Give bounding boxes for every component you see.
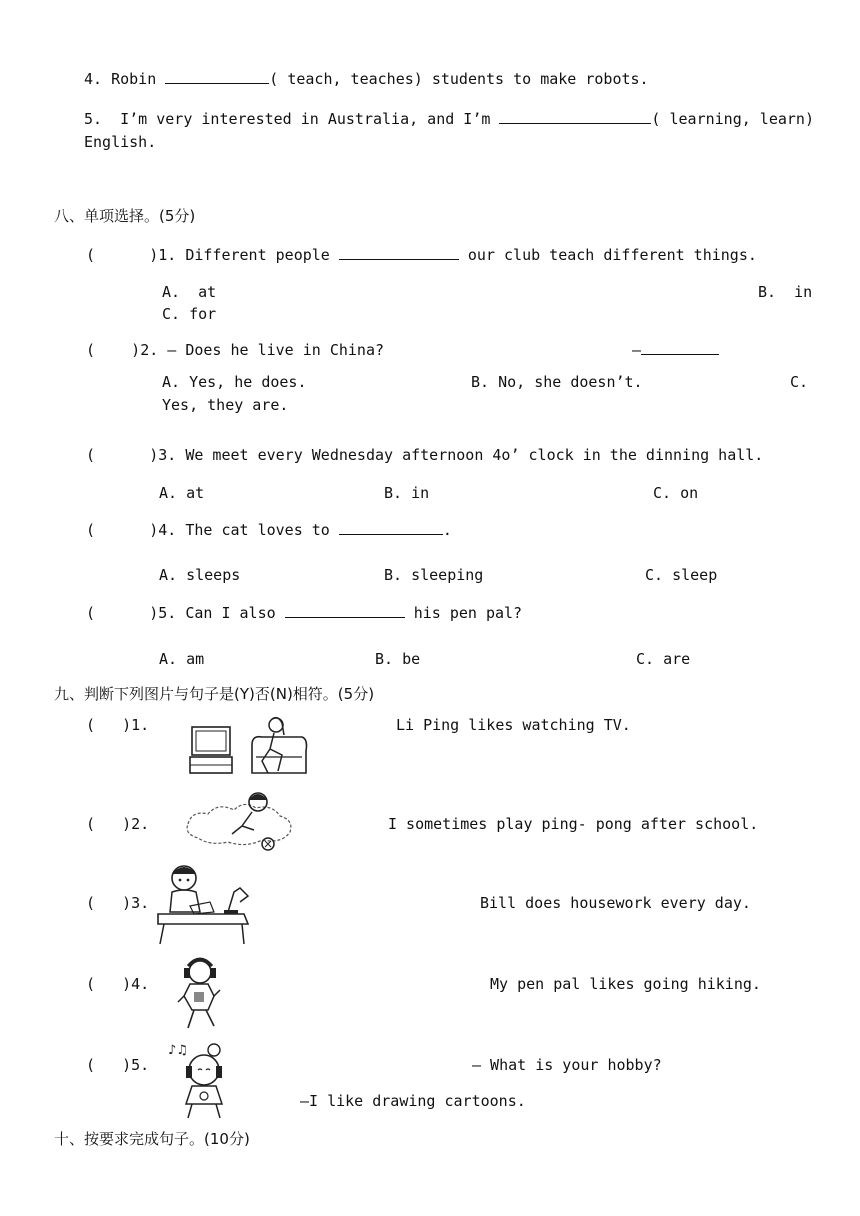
answer-blank[interactable] (285, 603, 405, 618)
option-c[interactable]: C. are (636, 650, 691, 668)
option-a[interactable]: A. Yes, he does. (162, 373, 307, 391)
section-8-title: 八、单项选择。(5分) (54, 207, 196, 225)
option-a[interactable]: A. at (159, 484, 205, 502)
girl-with-headphones-walking-picture (174, 956, 232, 1032)
judge-sentence: Li Ping likes watching TV. (396, 716, 631, 734)
judge-label[interactable]: ( )4. (86, 975, 150, 993)
boy-studying-at-desk-picture (154, 862, 252, 946)
answer-blank[interactable] (641, 340, 719, 355)
judge-label[interactable]: ( )1. (86, 716, 150, 734)
tv-and-girl-on-sofa-picture (186, 715, 310, 777)
option-c[interactable]: C. (790, 373, 809, 391)
q8-4: ( )4. The cat loves to . (86, 521, 452, 539)
option-a[interactable]: A. at (162, 283, 217, 301)
answer-blank[interactable] (499, 109, 651, 124)
judge-sentence: Bill does housework every day. (480, 894, 751, 912)
q8-2-answer: — (632, 339, 719, 361)
answer-blank[interactable] (165, 69, 269, 84)
music-note-icon: ♪♫ (168, 1043, 188, 1058)
option-c[interactable]: C. sleep (645, 566, 718, 584)
q7-5: 5. I’m very interested in Australia, and I’m ( learning, learn) (84, 110, 814, 128)
option-c[interactable]: C. on (653, 484, 699, 502)
judge-label[interactable]: ( )3. (86, 894, 150, 912)
q8-1: ( )1. Different people our club teach different things. (86, 246, 757, 264)
option-b[interactable]: B. in (384, 484, 430, 502)
q8-3: ( )3. We meet every Wednesday afternoon 4o’ clock in the dinning hall. (86, 446, 764, 464)
answer-blank[interactable] (339, 520, 443, 535)
option-b[interactable]: B. in (758, 283, 813, 301)
judge-sentence: I sometimes play ping- pong after school. (388, 815, 759, 833)
answer-blank[interactable] (339, 245, 459, 260)
q7-4: 4. Robin ( teach, teaches) students to make robots. (84, 70, 649, 88)
section-10-title: 十、按要求完成句子。(10分) (54, 1130, 250, 1148)
q8-5: ( )5. Can I also his pen pal? (86, 604, 523, 622)
option-a[interactable]: A. am (159, 650, 205, 668)
judge-sentence: — What is your hobby? (472, 1056, 662, 1074)
q8-2: ( )2. — Does he live in China? (86, 341, 385, 359)
boy-playing-in-grass-picture (182, 790, 300, 854)
option-c-text[interactable]: Yes, they are. (162, 396, 289, 414)
option-b[interactable]: B. sleeping (384, 566, 484, 584)
judge-label[interactable]: ( )5. (86, 1056, 150, 1074)
judge-label[interactable]: ( )2. (86, 815, 150, 833)
judge-sentence: My pen pal likes going hiking. (490, 975, 761, 993)
option-c[interactable]: C. for (162, 305, 217, 323)
q7-5-wrap: English. (84, 133, 157, 151)
option-b[interactable]: B. No, she doesn’t. (471, 373, 643, 391)
option-a[interactable]: A. sleeps (159, 566, 241, 584)
option-b[interactable]: B. be (375, 650, 421, 668)
judge-sentence-reply: —I like drawing cartoons. (300, 1092, 526, 1110)
girl-listening-to-music-picture (166, 1040, 232, 1120)
section-9-title: 九、判断下列图片与句子是(Y)否(N)相符。(5分) (54, 685, 375, 703)
